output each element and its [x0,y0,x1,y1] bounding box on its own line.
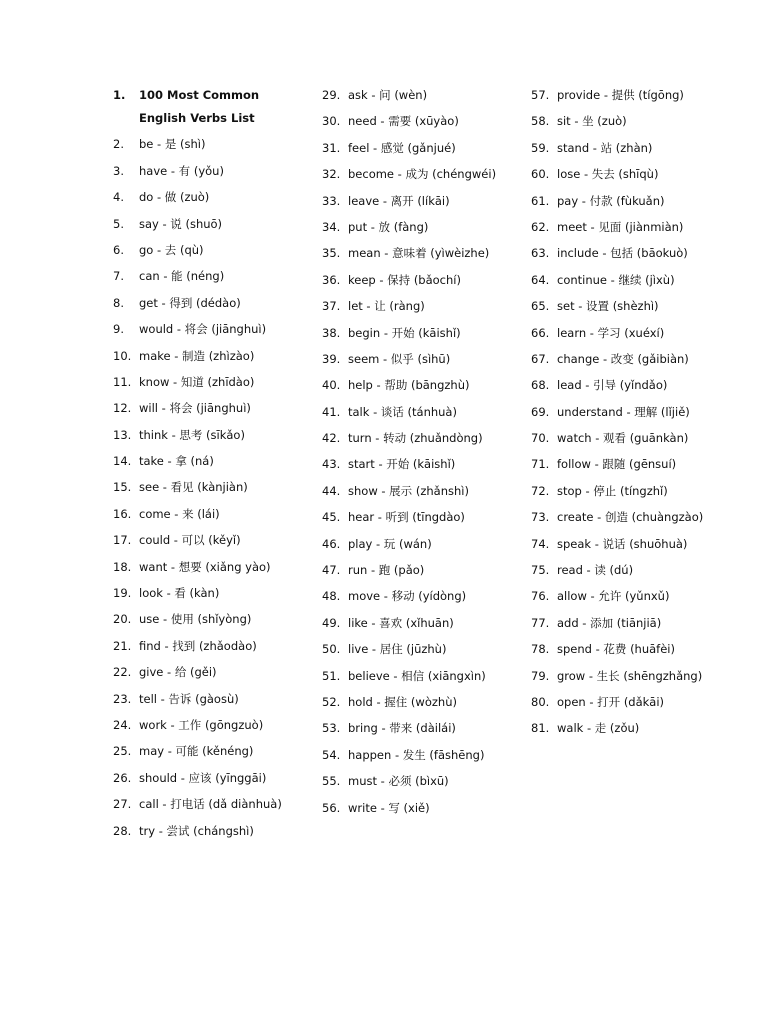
list-item-number: 45. [322,510,341,525]
verb-entry: follow - 跟随 (gēnsuí) [557,457,677,472]
list-item [322,665,512,688]
verb-entry: know - 知道 (zhīdào) [139,374,255,389]
verb-entry: think - 思考 (sīkǎo) [139,427,245,442]
list-item [322,110,512,133]
list-item [113,450,303,473]
list-item-number: 40. [322,378,341,393]
list-item [531,427,731,450]
list-item-number: 11. [113,374,132,389]
list-item [322,242,512,265]
list-item [322,269,512,292]
list-item [531,506,731,529]
list-item [322,453,512,476]
verb-entry: write - 写 (xiě) [348,800,430,815]
verb-entry: move - 移动 (yídòng) [348,589,467,604]
verb-entry: will - 将会 (jiānghuì) [139,401,251,416]
list-item [113,529,303,552]
verb-entry: tell - 告诉 (gàosù) [139,691,239,706]
list-item-number: 56. [322,800,341,815]
verb-entry: look - 看 (kàn) [139,586,220,601]
list-item [531,84,731,107]
verb-entry: run - 跑 (pǎo) [348,563,425,578]
list-item-number: 33. [322,193,341,208]
list-item [113,186,303,209]
verb-entry: walk - 走 (zǒu) [557,721,640,736]
list-item [531,110,731,133]
list-item-number: 36. [322,272,341,287]
list-item [322,744,512,767]
list-item-number: 76. [531,589,550,604]
verb-entry: open - 打开 (dǎkāi) [557,694,665,709]
verb-entry: stand - 站 (zhàn) [557,140,653,155]
verb-entry: lead - 引导 (yǐndǎo) [557,378,668,393]
list-item-number: 42. [322,431,341,446]
verb-entry: go - 去 (qù) [139,242,204,257]
verb-entry: read - 读 (dú) [557,563,634,578]
list-item [322,295,512,318]
list-item [113,371,303,394]
list-item-number: 37. [322,299,341,314]
list-title [113,84,303,130]
list-item [531,401,731,424]
list-item [113,239,303,262]
verb-entry: use - 使用 (shǐyòng) [139,612,252,627]
list-item-number: 51. [322,668,341,683]
verb-entry: leave - 离开 (líkāi) [348,193,450,208]
list-item-number: 15. [113,480,132,495]
list-item-number: 53. [322,721,341,736]
list-item [322,533,512,556]
verb-entry: seem - 似乎 (sìhū) [348,351,451,366]
list-item-number: 79. [531,668,550,683]
list-item-number: 55. [322,774,341,789]
list-item [531,717,731,740]
list-item-number: 28. [113,823,132,838]
list-item-number: 35. [322,246,341,261]
verb-entry: feel - 感觉 (gǎnjué) [348,140,456,155]
verb-entry: set - 设置 (shèzhì) [557,299,659,314]
list-item [322,691,512,714]
list-item-number: 74. [531,536,550,551]
list-item-number: 73. [531,510,550,525]
list-item [113,345,303,368]
list-item-number: 66. [531,325,550,340]
list-item-number: 27. [113,797,132,812]
verb-entry: keep - 保持 (bǎochí) [348,272,461,287]
list-item-number: 41. [322,404,341,419]
list-item [322,770,512,793]
list-item-number: 50. [322,642,341,657]
verb-entry: like - 喜欢 (xǐhuān) [348,615,454,630]
list-item-number: 2. [113,137,124,152]
list-item-number: 16. [113,506,132,521]
verb-entry: include - 包括 (bāokuò) [557,246,688,261]
list-item [322,190,512,213]
verb-entry: hear - 听到 (tīngdào) [348,510,465,525]
verb-entry: begin - 开始 (kāishǐ) [348,325,461,340]
list-item-number: 69. [531,404,550,419]
verb-entry: allow - 允许 (yǔnxǔ) [557,589,670,604]
list-item [113,793,303,816]
verb-entry: ask - 问 (wèn) [348,88,428,102]
list-item [531,190,731,213]
list-item-number: 19. [113,586,132,601]
list-item [322,401,512,424]
list-item [531,585,731,608]
verb-entry: create - 创造 (chuàngzào) [557,510,704,525]
verb-entry: stop - 停止 (tíngzhǐ) [557,483,668,498]
verb-entry: let - 让 (ràng) [348,299,425,314]
verb-entry: have - 有 (yǒu) [139,163,224,178]
list-item [531,242,731,265]
list-item [113,635,303,658]
list-item [322,84,512,107]
list-item-number: 81. [531,721,550,736]
list-item [113,133,303,156]
list-item-number: 71. [531,457,550,472]
list-item [322,322,512,345]
list-item [531,559,731,582]
verb-entry: believe - 相信 (xiāngxìn) [348,668,486,683]
list-item [322,374,512,397]
list-item-number: 46. [322,536,341,551]
list-item [113,424,303,447]
verb-entry: can - 能 (néng) [139,269,225,284]
list-item-number: 64. [531,272,550,287]
list-item [322,797,512,820]
list-item [531,348,731,371]
verb-entry: call - 打电话 (dǎ diànhuà) [139,797,282,812]
verb-entry: should - 应该 (yīnggāi) [139,770,267,785]
verb-entry: may - 可能 (kěnéng) [139,744,254,759]
list-item [322,612,512,635]
verb-entry: work - 工作 (gōngzuò) [139,717,264,732]
list-item [531,137,731,160]
verb-entry: speak - 说话 (shuōhuà) [557,536,688,551]
list-item [322,137,512,160]
list-item [531,691,731,714]
list-item [113,661,303,684]
verb-entry: put - 放 (fàng) [348,219,429,234]
verb-entry: start - 开始 (kāishǐ) [348,457,456,472]
list-item-number: 61. [531,193,550,208]
verb-entry: provide - 提供 (tígōng) [557,88,684,102]
list-item [113,503,303,526]
list-item-number: 7. [113,269,124,284]
list-item [531,533,731,556]
list-item [531,665,731,688]
list-item [322,427,512,450]
list-item [531,612,731,635]
verb-entry: live - 居住 (jūzhù) [348,642,447,657]
list-item-number: 34. [322,219,341,234]
verb-entry: take - 拿 (ná) [139,454,214,469]
list-item-number: 5. [113,216,124,231]
list-item-number: 80. [531,694,550,709]
list-item-number: 12. [113,401,132,416]
verb-entry: find - 找到 (zhǎodào) [139,638,257,653]
verb-entry: come - 来 (lái) [139,506,220,521]
list-item-number: 30. [322,114,341,129]
list-item [113,608,303,631]
verb-entry: see - 看见 (kànjiàn) [139,480,248,495]
verb-entry: show - 展示 (zhǎnshì) [348,483,469,498]
list-item-number: 70. [531,431,550,446]
list-item-number: 67. [531,351,550,366]
verb-entry: learn - 学习 (xuéxí) [557,325,665,340]
list-item-number: 22. [113,665,132,680]
verb-entry: want - 想要 (xiǎng yào) [139,559,271,574]
list-item-number: 10. [113,348,132,363]
list-item-number: 23. [113,691,132,706]
verb-entry: need - 需要 (xūyào) [348,114,459,129]
list-item [113,582,303,605]
list-item-number: 3. [113,163,124,178]
list-item-number: 29. [322,88,341,102]
list-item-number: 49. [322,615,341,630]
verb-entry: change - 改变 (gǎibiàn) [557,351,689,366]
verb-entry: must - 必须 (bìxū) [348,774,449,789]
list-item [113,688,303,711]
list-item-number: 13. [113,427,132,442]
list-item [531,295,731,318]
verb-entry: watch - 观看 (guānkàn) [557,431,689,446]
list-item [113,556,303,579]
list-item [113,265,303,288]
list-item [531,638,731,661]
verb-entry: hold - 握住 (wòzhù) [348,694,457,709]
list-item-number: 75. [531,563,550,578]
list-item [322,348,512,371]
list-item-number: 26. [113,770,132,785]
list-item-number: 72. [531,483,550,498]
list-item [322,717,512,740]
list-item-number: 39. [322,351,341,366]
list-item [113,397,303,420]
verb-entry: grow - 生长 (shēngzhǎng) [557,668,703,683]
verb-entry: add - 添加 (tiānjiā) [557,615,662,630]
list-item-number: 65. [531,299,550,314]
list-item-number: 48. [322,589,341,604]
list-item-number: 68. [531,378,550,393]
list-item [531,216,731,239]
verb-entry: get - 得到 (dédào) [139,295,241,310]
verb-entry: become - 成为 (chéngwéi) [348,167,497,182]
list-item [113,213,303,236]
list-item [113,714,303,737]
verb-entry: understand - 理解 (lǐjiě) [557,404,690,419]
list-item [322,638,512,661]
list-item [322,216,512,239]
list-item [531,269,731,292]
verb-entry: continue - 继续 (jìxù) [557,272,675,287]
list-item-number: 21. [113,638,132,653]
list-item-number: 57. [531,88,550,102]
list-item-number: 44. [322,483,341,498]
list-item-number: 1. [113,88,126,102]
list-item-number: 38. [322,325,341,340]
verb-entry: happen - 发生 (fāshēng) [348,747,485,762]
list-item-number: 54. [322,747,341,762]
verb-column-2 [322,84,512,823]
list-item-number: 43. [322,457,341,472]
list-item-number: 59. [531,140,550,155]
verb-entry: be - 是 (shì) [139,137,206,152]
list-item [322,163,512,186]
list-item-number: 8. [113,295,124,310]
verb-column-1 [113,84,303,846]
verb-entry: help - 帮助 (bāngzhù) [348,378,470,393]
list-item [322,480,512,503]
verb-entry: pay - 付款 (fùkuǎn) [557,193,665,208]
list-item [113,318,303,341]
list-item [113,476,303,499]
verb-entry: try - 尝试 (chángshì) [139,823,254,838]
verb-entry: mean - 意味着 (yìwèizhe) [348,246,490,261]
verb-entry: turn - 转动 (zhuǎndòng) [348,431,483,446]
list-item-number: 31. [322,140,341,155]
list-item-number: 9. [113,322,124,337]
verb-entry: play - 玩 (wán) [348,536,432,551]
list-item-number: 77. [531,615,550,630]
list-item [322,506,512,529]
list-item [322,585,512,608]
list-item-number: 14. [113,454,132,469]
list-item-number: 58. [531,114,550,129]
verb-entry: sit - 坐 (zuò) [557,114,627,129]
verb-entry: would - 将会 (jiānghuì) [139,322,267,337]
list-item [531,322,731,345]
list-item-number: 78. [531,642,550,657]
document-title: 100 Most Common English Verbs List [139,88,260,125]
list-item [322,559,512,582]
list-item-number: 25. [113,744,132,759]
list-item-number: 4. [113,190,124,205]
list-item-number: 32. [322,167,341,182]
list-item-number: 60. [531,167,550,182]
list-item [531,163,731,186]
list-item-number: 17. [113,533,132,548]
list-item [531,453,731,476]
verb-entry: meet - 见面 (jiànmiàn) [557,219,684,234]
verb-entry: say - 说 (shuō) [139,216,223,231]
verb-entry: bring - 带来 (dàilái) [348,721,456,736]
list-item [113,740,303,763]
list-item [113,160,303,183]
verb-entry: give - 给 (gěi) [139,665,217,680]
verb-entry: talk - 谈话 (tánhuà) [348,404,457,419]
list-item [113,292,303,315]
list-item-number: 52. [322,694,341,709]
list-item-number: 18. [113,559,132,574]
verb-entry: make - 制造 (zhìzào) [139,348,255,363]
list-item-number: 6. [113,242,124,257]
list-item-number: 24. [113,717,132,732]
list-item [113,767,303,790]
list-item [531,480,731,503]
verb-entry: lose - 失去 (shīqù) [557,167,659,182]
verb-entry: could - 可以 (kěyǐ) [139,533,241,548]
list-item-number: 20. [113,612,132,627]
verb-entry: do - 做 (zuò) [139,190,210,205]
list-item-number: 62. [531,219,550,234]
list-item-number: 47. [322,563,341,578]
list-item [531,374,731,397]
list-item [113,820,303,843]
verb-entry: spend - 花费 (huāfèi) [557,642,675,657]
verb-column-3 [531,84,731,744]
list-item-number: 63. [531,246,550,261]
